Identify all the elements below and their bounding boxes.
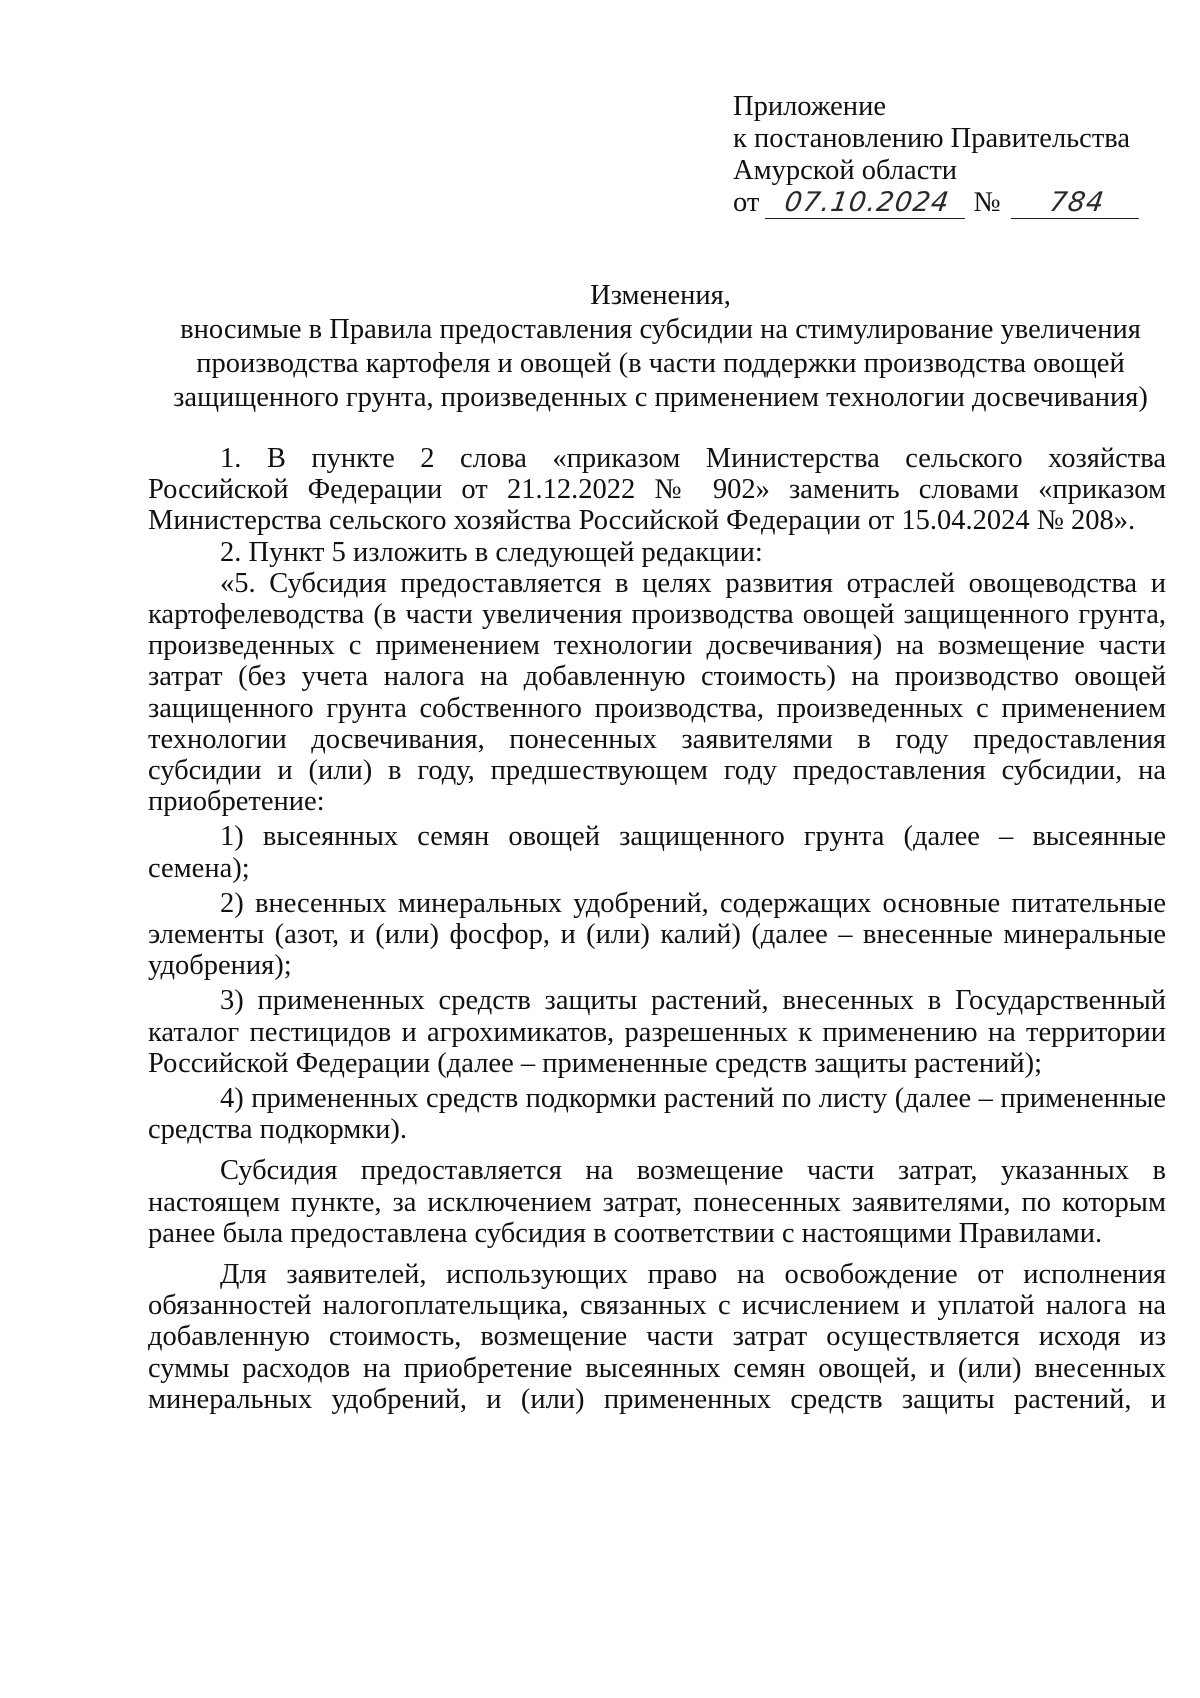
document-title — [148, 279, 1173, 415]
paragraph-subsidy-exclusion: Субсидия предоставляется на возмещение части затрат, указанных в настоящем пункте, за исключением затрат, понесенных заявителями, по которым ранее была предоставлена субсидия в соответствии с настоящими Правилами. — [148, 1155, 1166, 1249]
list-item-2: 2) внесенных минеральных удобрений, содержащих основные питательные элементы (азот, и (или) фосфор, и (или) калий) (далее – внесенные минеральные удобрения); — [148, 887, 1166, 982]
handwritten-date: 07.10.2024 — [765, 188, 969, 219]
handwritten-number: 784 — [1010, 188, 1142, 219]
list-item-4: 4) примененных средств подкормки растений по листу (далее – примененные средства подкормки). — [148, 1083, 1166, 1146]
annex-region: Амурской области — [733, 155, 958, 186]
paragraph-item-2: 2. Пункт 5 изложить в следующей редакции: — [220, 536, 763, 568]
annex-date-number-row — [733, 187, 1173, 219]
annex-title: Приложение — [733, 91, 886, 122]
annex-header — [733, 91, 1173, 219]
title-line-2: производства картофеля и овощей (в части поддержки производства овощей — [196, 348, 1125, 379]
paragraph-item-1: 1. В пункте 2 слова «приказом Министерства сельского хозяйства Российской Федерации от 21.12.2022 № 902» заменить словами «приказом Министерства сельского хозяйства Российской Федерации от 15.04.2024 № 208». — [148, 443, 1166, 537]
list-item-3: 3) примененных средств защиты растений, внесенных в Государственный каталог пестицидов и агрохимикатов, разрешенных к применению на территории Российской Федерации (далее – примененные средств защиты растений); — [148, 985, 1166, 1079]
date-prefix: от — [733, 187, 760, 218]
annex-resolution-ref: к постановлению Правительства — [733, 123, 1131, 154]
title-line-3: защищенного грунта, произведенных с применением технологии досвечивания) — [173, 382, 1148, 413]
paragraph-point-5: «5. Субсидия предоставляется в целях развития отраслей овощеводства и картофелеводства (в части увеличения производства овощей защищенного грунта, произведенных с применением технологии досвечивания) на возмещение части затрат (без учета налога на добавленную стоимость) на производство овощей защищенного грунта собственного производства, произведенных с применением технологии досвечивания, понесенных заявителями в году предоставления субсидии и (или) в году, предшествующем году предоставления субсидии, на приобретение: — [148, 567, 1166, 818]
title-line-1: вносимые в Правила предоставления субсидии на стимулирование увеличения — [180, 314, 1141, 345]
number-sign: № — [973, 187, 1001, 218]
title-heading: Изменения, — [590, 280, 731, 311]
paragraph-vat-exemption: Для заявителей, использующих право на освобождение от исполнения обязанностей налогоплательщика, связанных с исчислением и уплатой налога на добавленную стоимость, возмещение части затрат осуществляется исходя из суммы расходов на приобретение высеянных семян овощей, и (или) внесенных минеральных удобрений, и (или) примененных средств защиты растений, и — [148, 1259, 1166, 1415]
list-item-1: 1) высеянных семян овощей защищенного грунта (далее – высеянные семена); — [148, 821, 1166, 884]
document-body — [148, 443, 1166, 1415]
